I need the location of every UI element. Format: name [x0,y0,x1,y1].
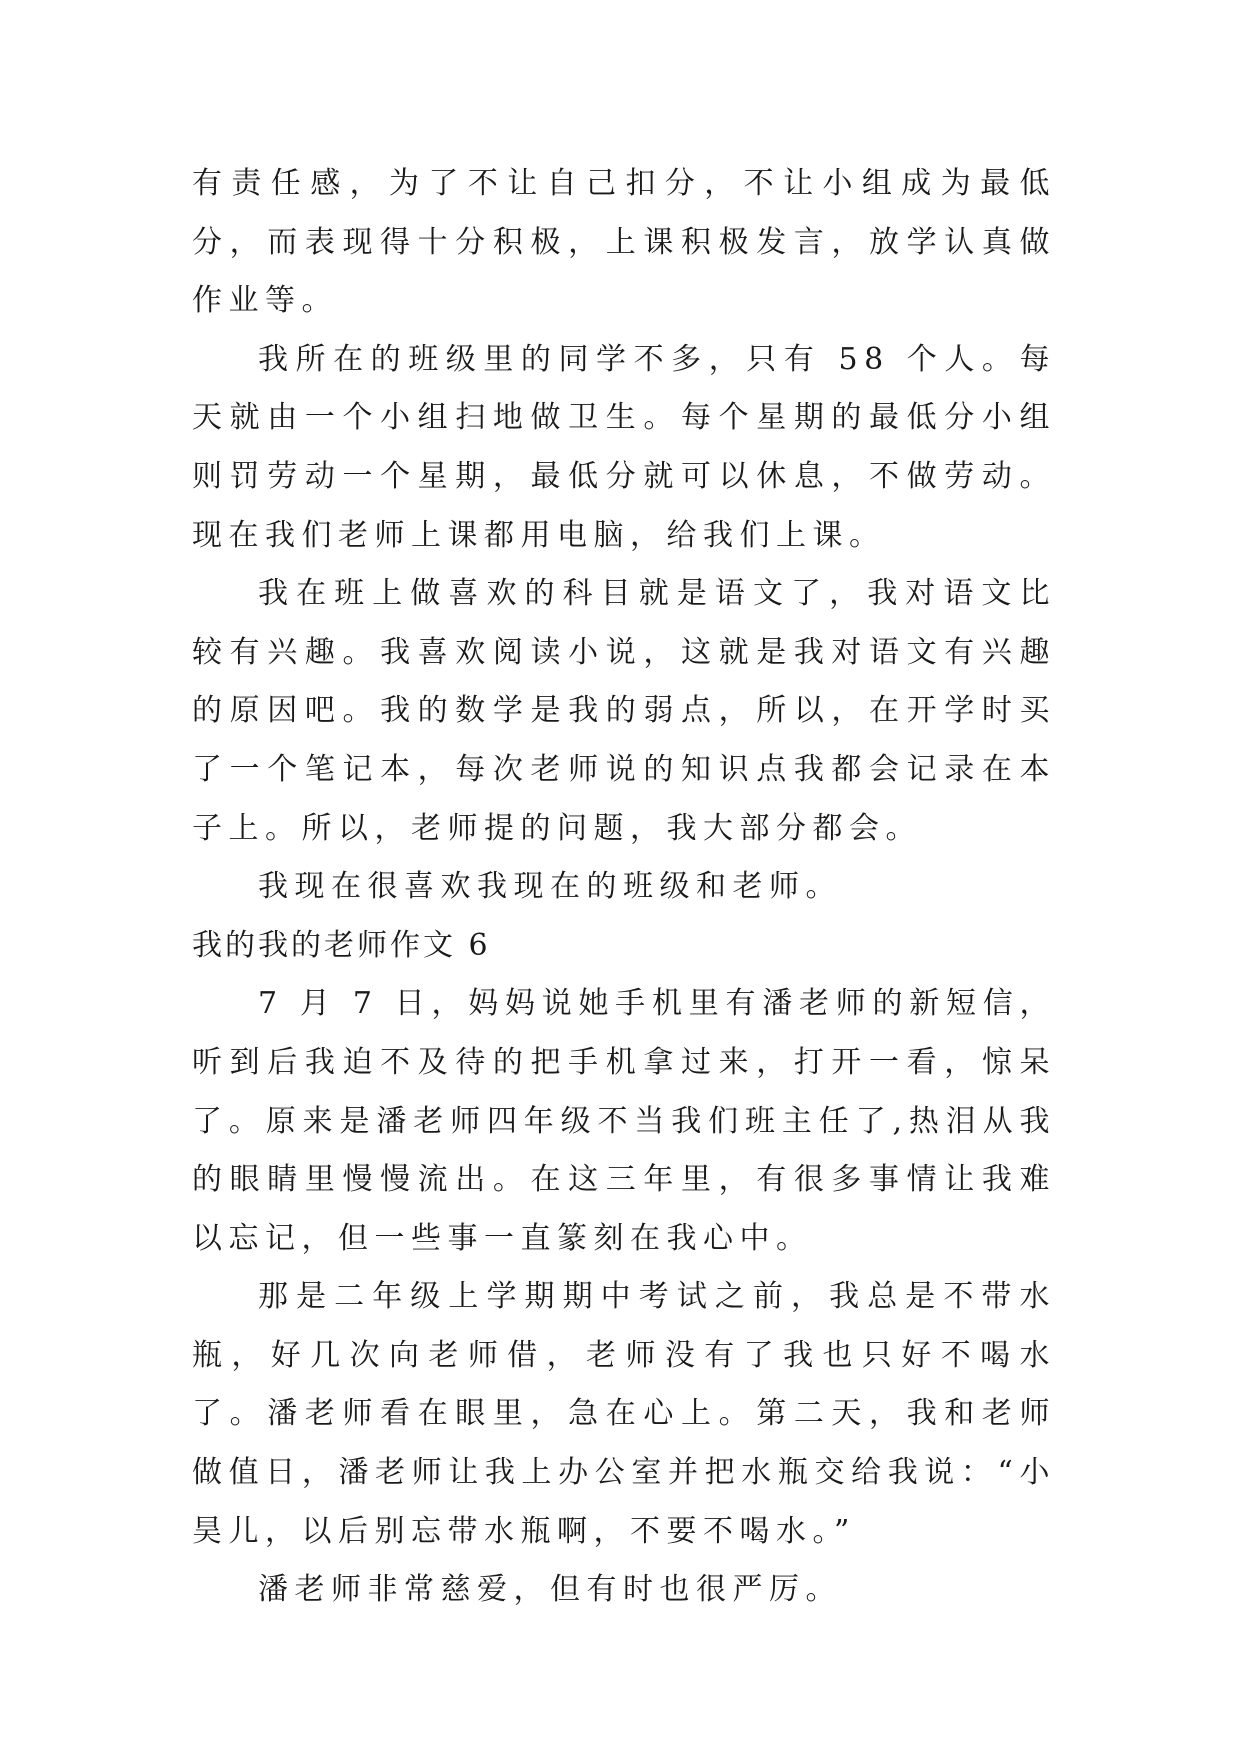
paragraph: 我现在很喜欢我现在的班级和老师。 [258,869,842,905]
paragraph: 7 月 7 日，妈妈说她手机里有潘老师的新短信，听到后我迫不及待的把手机拿过来，打开一看，惊呆了。原来是潘老师四年级不当我们班主任了,热泪从我的眼睛里慢慢流出。在这三年里，有很多事情让我难以忘记，但一些事一直篆刻在我心中。 [192,986,1056,1256]
paragraph-continued: 有责任感，为了不让自己扣分，不让小组成为最低分，而表现得十分积极，上课积极发言，放学认真做作业等。 [192,166,1056,319]
paragraph: 我所在的班级里的同学不多，只有 58 个人。每天就由一个小组扫地做卫生。每个星期的最低分小组则罚劳动一个星期，最低分就可以休息，不做劳动。现在我们老师上课都用电脑，给我们上课。 [192,341,1056,553]
document-body [192,155,1056,1620]
paragraph: 那是二年级上学期期中考试之前，我总是不带水瓶，好几次向老师借，老师没有了我也只好不喝水了。潘老师看在眼里，急在心上。第二天，我和老师做值日，潘老师让我上办公室并把水瓶交给我说：“小昊儿，以后别忘带水瓶啊，不要不喝水。” [192,1279,1056,1549]
section-heading: 我的我的老师作文 6 [192,927,491,963]
paragraph: 潘老师非常慈爱，但有时也很严厉。 [258,1572,842,1608]
paragraph: 我在班上做喜欢的科目就是语文了，我对语文比较有兴趣。我喜欢阅读小说，这就是我对语文有兴趣的原因吧。我的数学是我的弱点，所以，在开学时买了一个笔记本，每次老师说的知识点我都会记录在本子上。所以，老师提的问题，我大部分都会。 [192,576,1056,846]
